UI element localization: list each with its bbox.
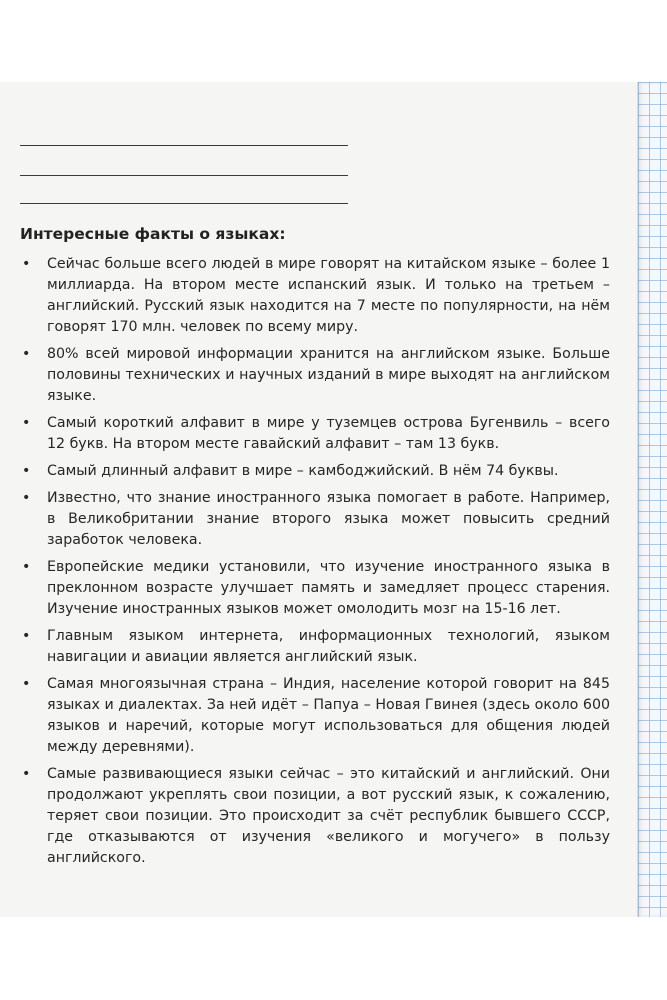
bullet-icon: • xyxy=(22,490,31,506)
fact-item xyxy=(20,488,610,551)
fact-text: 80% всей мировой информации хранится на английском языке. Больше половины технических и научных изданий в мире выходят на английском языке. xyxy=(47,346,610,404)
fact-item xyxy=(20,254,610,338)
fact-item xyxy=(20,413,610,455)
facts-heading: Интересные факты о языках: xyxy=(20,225,286,243)
bottom-margin xyxy=(0,917,667,1000)
fact-text: Европейские медики установили, что изучение иностранного языка в преклонном возрасте улучшает память и замедляет процесс старения. Изучение иностранных языков может омолодить мозг на 15-16 лет. xyxy=(47,559,610,617)
fact-text: Самая многоязычная страна – Индия, население которой говорит на 845 языках и диалектах. За ней идёт – Папуа – Новая Гвинея (здесь около 600 языков и наречий, которые могут использоваться для общения людей между деревнями). xyxy=(47,676,610,755)
writing-line xyxy=(20,145,348,146)
bullet-icon: • xyxy=(22,346,31,362)
bullet-icon: • xyxy=(22,463,31,479)
bullet-icon: • xyxy=(22,256,31,272)
top-margin xyxy=(0,0,667,82)
grid-paper-edge xyxy=(637,82,667,917)
book-page xyxy=(0,82,667,917)
bullet-icon: • xyxy=(22,415,31,431)
fact-text: Самый длинный алфавит в мире – камбоджийский. В нём 74 буквы. xyxy=(47,463,559,479)
fact-item xyxy=(20,344,610,407)
bullet-icon: • xyxy=(22,766,31,782)
bullet-icon: • xyxy=(22,559,31,575)
bullet-icon: • xyxy=(22,628,31,644)
facts-list xyxy=(20,254,610,869)
fact-text: Сейчас больше всего людей в мире говорят на китайском языке – более 1 миллиарда. На втором месте испанский язык. И только на третьем – английский. Русский язык находится на 7 месте по популярности, на нём говорят 170 млн. человек по всему миру. xyxy=(47,256,610,335)
fact-item xyxy=(20,626,610,668)
bullet-icon: • xyxy=(22,676,31,692)
fact-text: Самый короткий алфавит в мире у туземцев острова Бугенвиль – всего 12 букв. На втором месте гавайский алфавит – там 13 букв. xyxy=(47,415,610,452)
facts-section xyxy=(20,222,610,875)
writing-line xyxy=(20,203,348,204)
writing-line xyxy=(20,175,348,176)
fact-item xyxy=(20,764,610,869)
fact-item xyxy=(20,461,610,482)
fact-item xyxy=(20,557,610,620)
fact-text: Известно, что знание иностранного языка помогает в работе. Например, в Великобритании знание второго языка может повысить средний заработок человека. xyxy=(47,490,610,548)
fact-text: Самые развивающиеся языки сейчас – это китайский и английский. Они продолжают укреплять свои позиции, а вот русский язык, к сожалению, теряет свои позиции. Это происходит за счёт республик бывшего СССР, где отказываются от изучения «великого и могучего» в пользу английского. xyxy=(47,766,610,866)
fact-item xyxy=(20,674,610,758)
fact-text: Главным языком интернета, информационных технологий, языком навигации и авиации является английский язык. xyxy=(47,628,610,665)
